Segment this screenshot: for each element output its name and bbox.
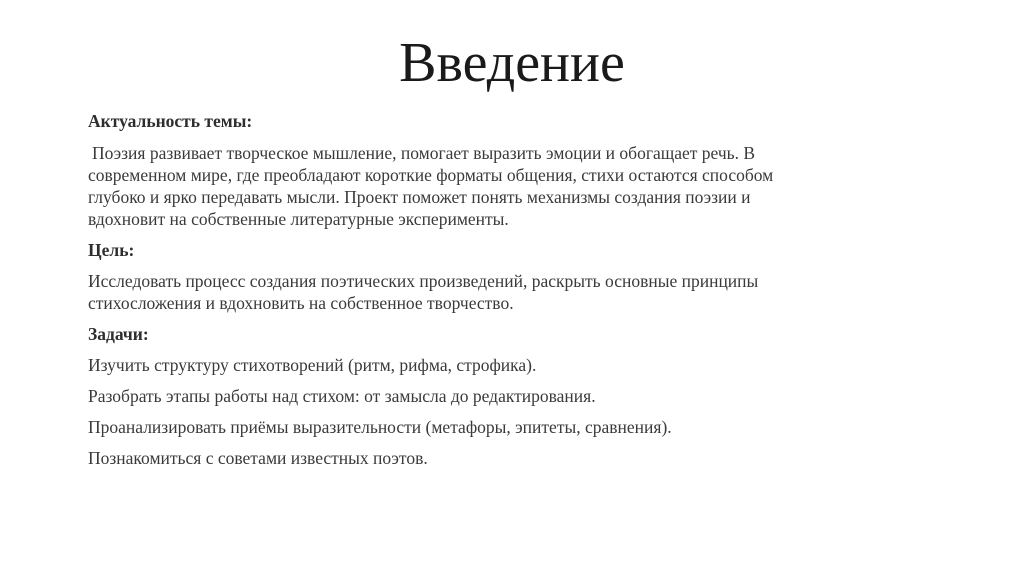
actuality-line: Поэзия развивает творческое мышление, помогает выразить эмоции и обогащает речь. В — [92, 143, 756, 163]
task-item: Изучить структуру стихотворений (ритм, рифма, строфика). — [88, 355, 537, 375]
tasks-heading: Задачи: — [88, 324, 149, 344]
actuality-heading: Актуальность темы: — [88, 111, 253, 131]
task-item: Разобрать этапы работы над стихом: от замысла до редактирования. — [88, 386, 596, 406]
slide-title: Введение — [399, 32, 625, 94]
slide-content — [88, 108, 948, 469]
actuality-line: современном мире, где преобладают короткие форматы общения, стихи остаются способом — [88, 165, 774, 185]
task-item: Проанализировать приёмы выразительности (метафоры, эпитеты, сравнения). — [88, 417, 672, 437]
goal-line: стихосложения и вдохновить на собственное творчество. — [88, 293, 514, 313]
goal-line: Исследовать процесс создания поэтических произведений, раскрыть основные принципы — [88, 271, 759, 291]
actuality-line: глубоко и ярко передавать мысли. Проект поможет понять механизмы создания поэзии и — [88, 187, 751, 207]
goal-heading: Цель: — [88, 240, 135, 260]
task-item: Познакомиться с советами известных поэтов. — [88, 448, 428, 468]
actuality-line: вдохновит на собственные литературные эксперименты. — [88, 209, 509, 229]
actuality-paragraph — [88, 142, 948, 230]
goal-paragraph — [88, 270, 948, 314]
